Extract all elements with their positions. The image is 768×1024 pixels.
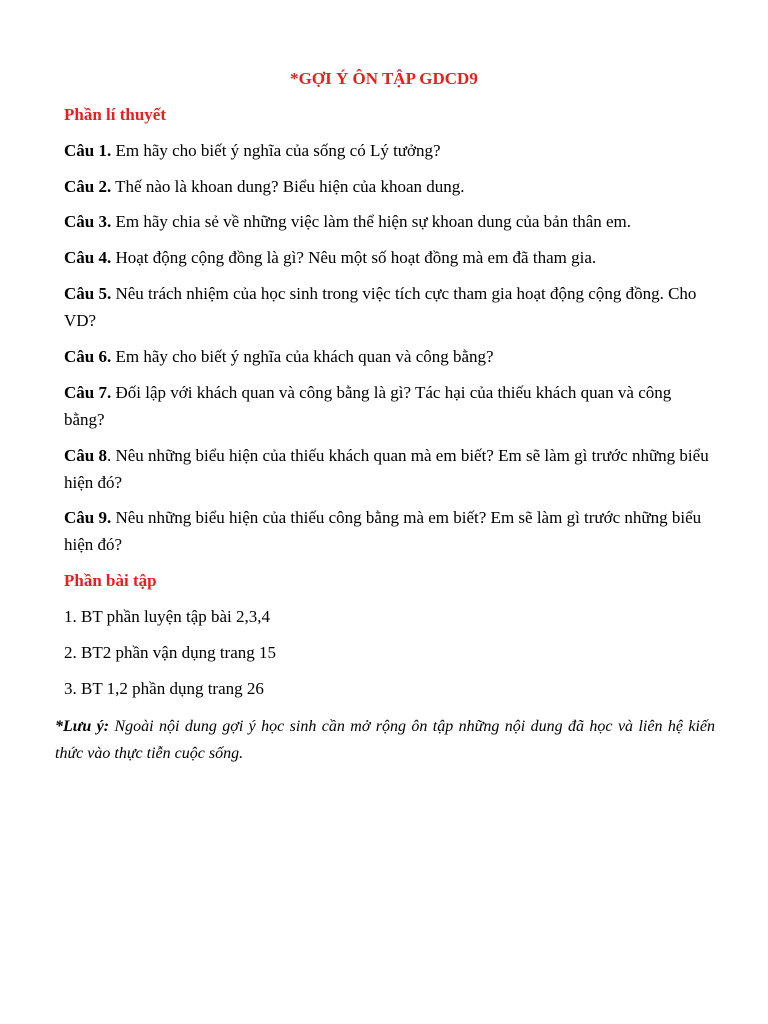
exercise-heading: Phần bài tập: [64, 571, 157, 590]
question-9-label: Câu 9.: [64, 508, 112, 527]
exercise-item-3: 3. BT 1,2 phần dụng trang 26: [64, 679, 264, 698]
question-1: [64, 138, 714, 165]
question-3-label: Câu 3.: [64, 212, 112, 231]
question-5: [64, 281, 714, 334]
question-6: [64, 344, 714, 371]
question-3: [64, 209, 714, 236]
question-2-label: Câu 2.: [64, 177, 112, 196]
document-title: *GỢI Ý ÔN TẬP GDCD9: [290, 69, 478, 88]
question-1-label: Câu 1.: [64, 141, 112, 160]
question-4-label: Câu 4.: [64, 248, 112, 267]
question-5-text: Nêu trách nhiệm của học sinh trong việc tích cực tham gia hoạt động cộng đồng. Cho VD?: [64, 284, 697, 330]
question-2: [64, 174, 714, 201]
question-6-label: Câu 6.: [64, 347, 112, 366]
question-3-text: Em hãy chia sẻ về những việc làm thể hiện sự khoan dung của bản thân em.: [111, 212, 632, 231]
question-9-text: Nêu những biểu hiện của thiếu công bằng mà em biết? Em sẽ làm gì trước những biểu hiện đó?: [64, 508, 702, 554]
question-4: [64, 245, 714, 272]
question-8-text: . Nêu những biểu hiện của thiếu khách quan mà em biết? Em sẽ làm gì trước những biểu hiện đó?: [64, 446, 709, 492]
question-7-text: Đối lập với khách quan và công bằng là gì? Tác hại của thiếu khách quan và công bằng?: [64, 383, 672, 429]
question-7-label: Câu 7.: [64, 383, 112, 402]
question-5-label: Câu 5.: [64, 284, 112, 303]
question-9: [64, 505, 714, 558]
note-label: *Lưu ý:: [55, 718, 110, 735]
theory-heading: Phần lí thuyết: [64, 105, 167, 124]
question-8: [64, 443, 714, 496]
note-text: Ngoài nội dung gợi ý học sinh cần mở rộng ôn tập những nội dung đã học và liên hệ kiến thức vào thực tiễn cuộc sống.: [55, 718, 716, 762]
exercise-item-2: 2. BT2 phần vận dụng trang 15: [64, 643, 276, 662]
question-4-text: Hoạt động cộng đồng là gì? Nêu một số hoạt đồng mà em đã tham gia.: [111, 248, 597, 267]
question-6-text: Em hãy cho biết ý nghĩa của khách quan và công bằng?: [111, 347, 494, 366]
note-paragraph: [55, 714, 715, 767]
question-1-text: Em hãy cho biết ý nghĩa của sống có Lý tưởng?: [111, 141, 441, 160]
exercise-item-1: 1. BT phần luyện tập bài 2,3,4: [64, 607, 271, 626]
question-8-label: Câu 8: [64, 446, 107, 465]
question-7: [64, 380, 714, 433]
question-2-text: Thế nào là khoan dung? Biểu hiện của khoan dung.: [111, 177, 465, 196]
